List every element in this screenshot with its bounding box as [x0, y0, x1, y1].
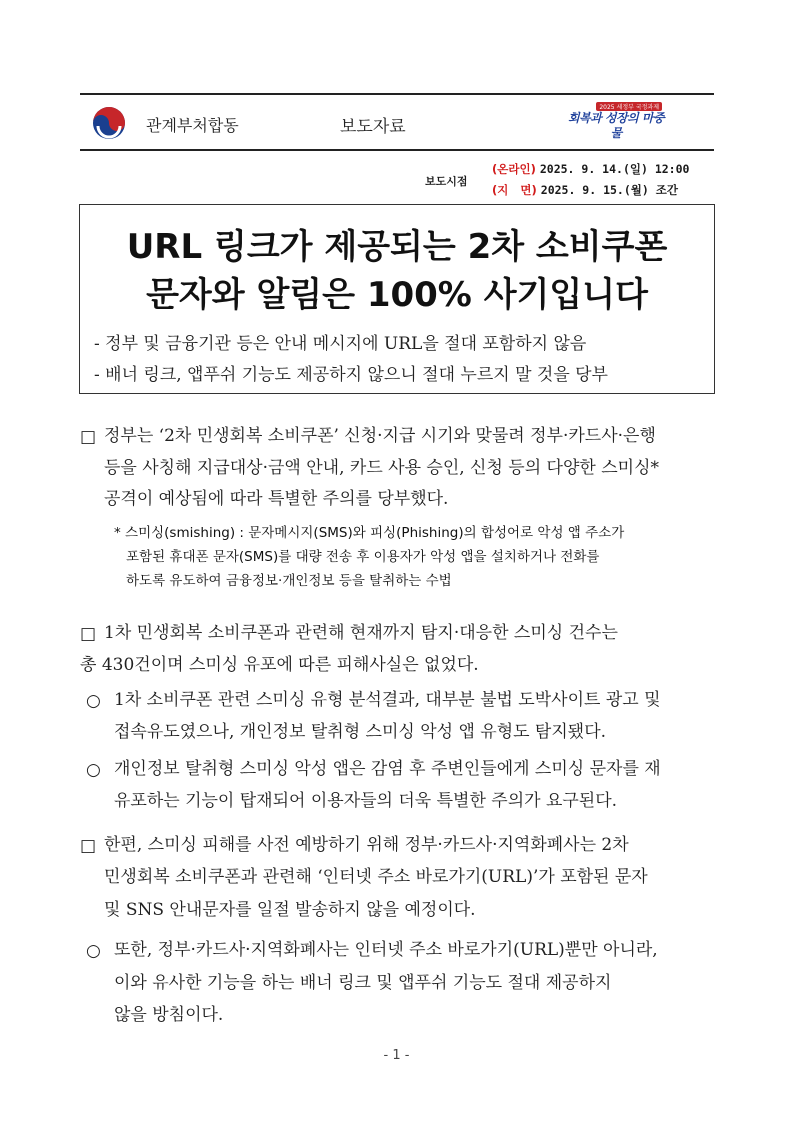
paragraph-3-line-1: 한편, 스미싱 피해를 사전 예방하기 위해 정부·카드사·지역화폐사는 2차	[104, 835, 629, 855]
agency-name: 관계부처합동	[146, 116, 239, 135]
circle-bullet: ○	[86, 691, 101, 711]
footnote-line-1: * 스미싱(smishing) : 문자메시지(SMS)와 피싱(Phishing)의 합성어로 악성 앱 주소가	[114, 525, 625, 541]
page-number: - 1 -	[383, 1048, 410, 1063]
paragraph-1-line-2: 등을 사칭해 지급대상·금액 안내, 카드 사용 승인, 신청 등의 다양한 스미싱*	[104, 458, 659, 478]
paragraph-1-line-3: 공격이 예상됨에 따라 특별한 주의를 당부했다.	[104, 489, 449, 509]
square-bullet: □	[80, 624, 97, 644]
paragraph-2-line-2: 총 430건이며 스미싱 유포에 따른 피해사실은 없었다.	[80, 655, 479, 675]
document-type: 보도자료	[340, 117, 406, 137]
campaign-text: 회복과 성장의 마중물	[567, 111, 665, 140]
paragraph-2a-line-2: 접속유도였으나, 개인정보 탈취형 스미싱 악성 앱 유형도 탐지됐다.	[114, 722, 607, 742]
paragraph-3a-line-1: 또한, 정부·카드사·지역화폐사는 인터넷 주소 바로가기(URL)뿐만 아니라,	[114, 940, 658, 960]
paragraph-3a-line-2: 이와 유사한 기능을 하는 배너 링크 및 앱푸쉬 기능도 절대 제공하지	[114, 973, 612, 993]
online-value: 2025. 9. 14.(일) 12:00	[539, 162, 690, 176]
headline-line-1: URL 링크가 제공되는 2차 소비쿠폰	[126, 227, 668, 267]
headline-line-2: 문자와 알림은 100% 사기입니다	[146, 275, 648, 315]
square-bullet: □	[80, 836, 97, 856]
paper-tag: (지 면)	[492, 183, 537, 197]
online-tag: (온라인)	[492, 162, 536, 176]
paragraph-3a-line-3: 않을 방침이다.	[114, 1005, 224, 1025]
footnote-line-2: 포함된 휴대폰 문자(SMS)를 대량 전송 후 이용자가 악성 앱을 설치하거나 전화를	[126, 549, 600, 565]
release-paper	[492, 182, 678, 198]
circle-bullet: ○	[86, 760, 101, 780]
paragraph-2-line-1: 1차 민생회복 소비쿠폰과 관련해 현재까지 탐지·대응한 스미싱 건수는	[104, 623, 618, 643]
circle-bullet: ○	[86, 941, 101, 961]
release-online	[492, 161, 689, 177]
government-logo-icon	[92, 106, 126, 140]
paragraph-2a-line-1: 1차 소비쿠폰 관련 스미싱 유형 분석결과, 대부분 불법 도박사이트 광고 및	[114, 690, 661, 710]
paper-value: 2025. 9. 15.(월) 조간	[540, 183, 678, 197]
paragraph-3-line-2: 민생회복 소비쿠폰과 관련해 ‘인터넷 주소 바로가기(URL)’가 포함된 문자	[104, 867, 648, 887]
title-box	[79, 204, 715, 394]
paragraph-3-line-3: 및 SNS 안내문자를 일절 발송하지 않을 예정이다.	[104, 900, 476, 920]
campaign-small-text: 2025 세정부 국정과제	[596, 102, 662, 111]
paragraph-2b-line-2: 유포하는 기능이 탑재되어 이용자들의 더욱 특별한 주의가 요구된다.	[114, 791, 618, 811]
footnote-line-3: 하도록 유도하여 금융정보·개인정보 등을 탈취하는 수법	[126, 573, 452, 589]
header-box	[80, 93, 714, 151]
paragraph-2b-line-1: 개인정보 탈취형 스미싱 악성 앱은 감염 후 주변인들에게 스미싱 문자를 재	[114, 759, 661, 779]
release-label: 보도시점	[425, 175, 468, 188]
subheadline-1: - 정부 및 금융기관 등은 안내 메시지에 URL을 절대 포함하지 않음	[94, 334, 587, 354]
square-bullet: □	[80, 427, 97, 447]
paragraph-1-line-1: 정부는 ‘2차 민생회복 소비쿠폰’ 신청·지급 시기와 맞물려 정부·카드사·은행	[104, 426, 656, 446]
subheadline-2: - 배너 링크, 앱푸쉬 기능도 제공하지 않으니 절대 누르지 말 것을 당부	[94, 365, 608, 385]
campaign-logo	[564, 101, 668, 145]
